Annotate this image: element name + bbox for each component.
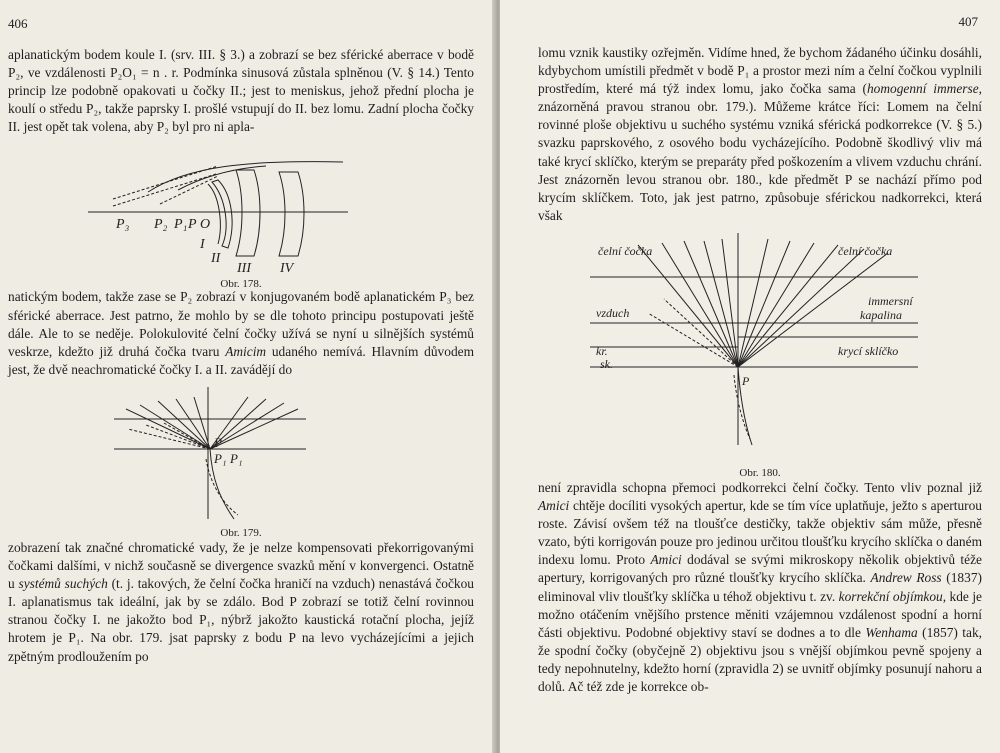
left-paragraph-2: natickým bodem, takže zase se P₂ zobrazí v konjugovaném bodě aplanatickém P₃ bez sférické aberrace. Jest patrno, že mohlo by se dle tohoto principu postupovati ještě dále. Ale to se neděje. Polokulovité čelní čočky užívá se nyní u silnějších systémů veskrze, kdežto již druhá čočka tvaru Amicim udaného nemívá. Hlavním důvodem jest, že dvě neachromatické čočky I. a II. zavádějí do [8, 289, 475, 377]
right-paragraph-1: lomu vznik kaustiky ozřejměn. Vidíme hned, že bychom žádaného účinku dosáhli, kdybychom umístili předmět v bodě P₁ a prostor mezi ním a čelní čočkou vyplnili prostředím, které má týž index lomu, jako čočka sama (homogenní immerse, znázorněná pravou stranou obr. 179.). Můžeme krátce říci: Lomem na čelní rovinné ploše objektivu u suchého systému vzniká sférická podkorrekce (V. § 5.) svazku paprskového, z osového bodu vycházejícího. Podobně škodlivý vliv má také krycí sklíčko, kterým se preparáty před poškozením a vlivem vzduchu chrání. Jest znázorněn levou stranou obr. 180., kde předmět P se nachází přímo pod krycím sklíčkem. Toto, jak jest patrno, způsobuje sférickou nadkorrekci, která však [538, 45, 982, 223]
left-page [0, 0, 496, 753]
right-page [500, 0, 1000, 753]
fig180-label-immersni: immersní kapalina [860, 293, 913, 322]
figure-178-caption: Obr. 178. [220, 278, 262, 291]
fig180-label-kryci-sklicko: krycí sklíčko [838, 343, 899, 358]
page-number-right: 407 [958, 14, 978, 29]
right-paragraph-2: není zpravidla schopna přemoci podkorrekci čelní čočky. Tento vliv poznal již Amici chtěje docíliti vysokých apertur, kde se tím více uplatňuje, ježto s aperturou roste. Závisí ovšem též na tloušťce destičky, takže objektiv sám může, přesně vzato, býti korrigován pouze pro jedinou určitou tloušťku krycího sklíčka o daném indexu lomu. Proto Amici dodával se svými mikroskopy několik objektivů téže apertury, korrigovaných pro různé tloušťky krycího sklíčka. Andrew Ross (1837) eliminoval vliv tloušťky sklíčka u téhož objektivu t. zv. korrekční objímkou, kde je možno otáčením vnějšího prstence měniti vzájemnou vzdálenost spodní a horní části objektivu. Podobné objektivy staví se dodnes a to dle Wenhama (1857) tak, že spodní čočky (obyčejně 2) objektivu jsou s vnější objímkou pevně spojeny a tedy nepohnutelny, kdežto horní (zpravidla 2) se uvnitř objímky posunují nahoru a dolů. Ač též zde je korrekce ob- [538, 479, 982, 694]
fig178-label-p: P [188, 217, 197, 233]
fig178-label-ii: II [211, 251, 221, 267]
left-paragraph-3: zobrazení tak značné chromatické vady, že je nelze kompensovati překorrigovanými čočkami dalšími, v nichž současně se divergence svazků mění v konvergenci. Ostatně u systémů suchých (t. j. takových, že čelní čočka hraničí na vzduch) nenastává čočkou I. aplanatismus tak ideální, jak by se zdálo. Bod P zobrazí se totiž čelní rovinnou stranou čočky I. ne jakožto bod P₁, nýbrž jakožto kaustická rotační plocha, jejíž hrotem je P₁. Na obr. 179. jsat paprsky z bodu P na levo vycházejícími a jejich zpětným prodloužením po [8, 539, 474, 664]
figure-179-drawing [8, 379, 474, 521]
fig178-label-p1: P₁ [174, 217, 188, 233]
figure-180-drawing [538, 225, 982, 461]
figure-178-drawing [8, 136, 474, 272]
fig179-label-p1-left: P₁ [214, 450, 227, 466]
fig180-label-p: P [742, 373, 750, 388]
fig178-label-p3: P₃ [116, 217, 130, 233]
figure-180-caption: Obr. 180. [739, 466, 781, 479]
fig178-label-iii: III [237, 261, 251, 273]
fig180-label-celni-cocka-left: čelní čočka [598, 243, 653, 258]
fig180-label-vzduch: vzduch [596, 305, 630, 320]
fig180-label-celni-cocka-right: čelní čočka [838, 243, 893, 258]
fig178-label-i: I [200, 237, 205, 253]
page-number-left: 406 [8, 16, 28, 31]
left-paragraph-1: aplanatickým bodem koule I. (srv. III. § 3.) a zobrazí se bez sférické aberrace v bodě P₂, ve vzdálenosti P₂O₁ = n . r. Podmínka sinusová zůstala splněnou (V. § 14.) Tento princip lze podobně opakovati u čočky II.; jest to meniskus, jehož přední plocha je koulí o středu P₂, takže paprsky I. prošlé vstupují do II. bez lomu. Zadní plocha čočky II. jest opět tak volena, aby P₂ byl pro ni apla- [8, 47, 474, 135]
figure-179 [8, 379, 474, 539]
fig180-label-kr-sk: kr. sk. [596, 343, 613, 371]
fig179-label-p: P [214, 434, 222, 450]
figure-179-caption: Obr. 179. [220, 526, 262, 539]
figure-178 [8, 136, 474, 291]
fig178-label-iv: IV [280, 261, 294, 273]
figure-180 [538, 225, 982, 479]
fig179-label-p1-right: P₁ [230, 450, 243, 466]
fig178-label-o: O [200, 217, 211, 233]
fig178-label-p2: P₂ [154, 217, 168, 233]
